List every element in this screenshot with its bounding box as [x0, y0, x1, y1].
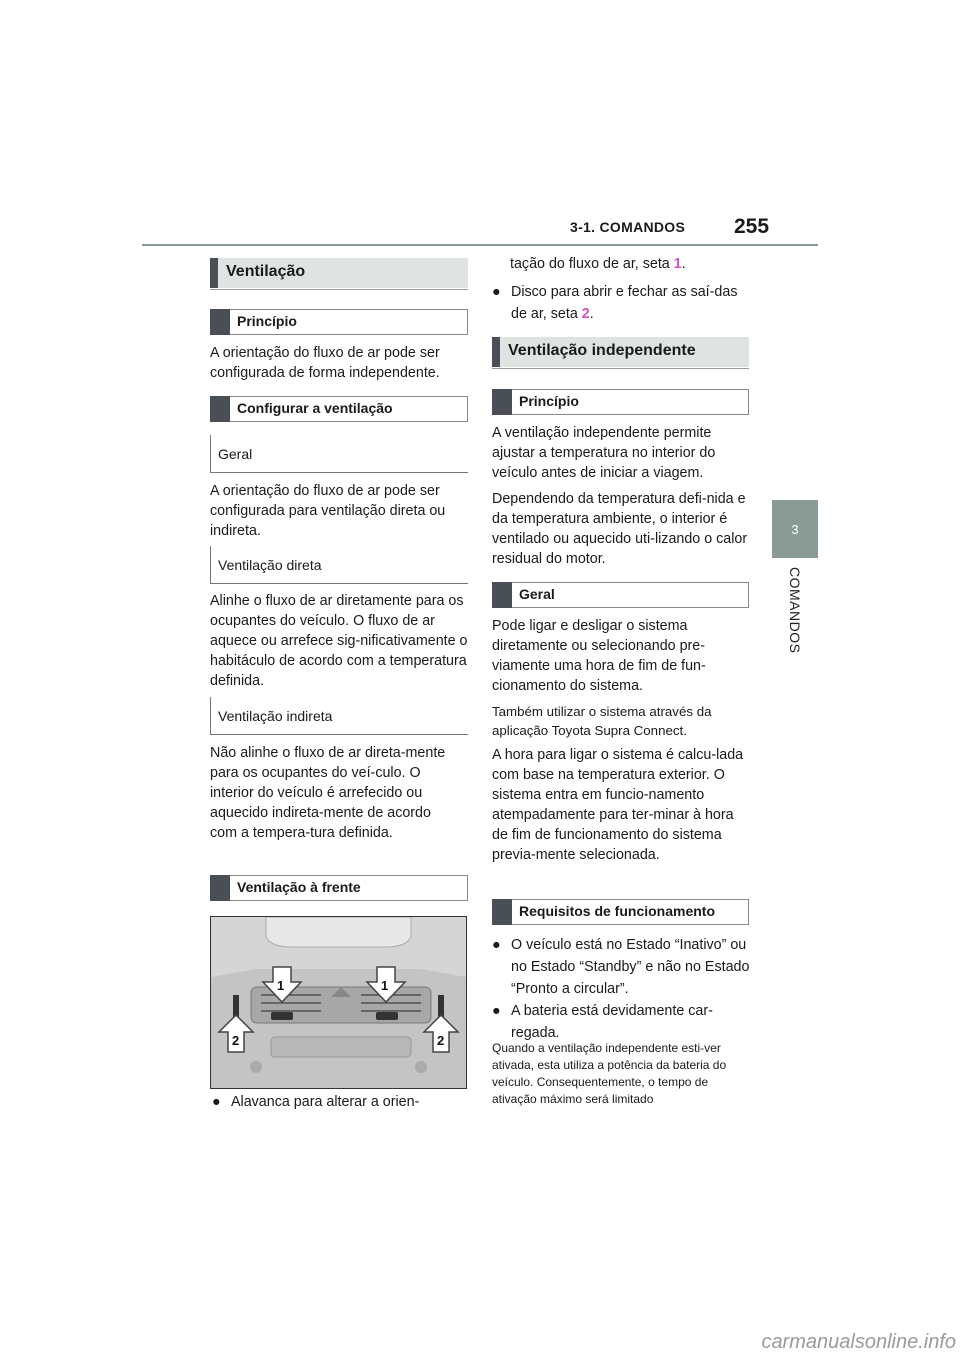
paragraph-dependendo: Dependendo da temperatura defi-nida e da temperatura ambiente, o interior é ventilado ou aquecido uti-lizando o calor residual do motor.	[492, 491, 748, 567]
heading-requisitos: Requisitos de funcionamento	[492, 899, 749, 925]
bullet-bateria: ● A bateria está devidamente car-regada.	[492, 1000, 754, 1044]
paragraph-nota: Quando a ventilação independente esti-ver ativada, esta utiliza a potência da bateria do veículo. Consequentemente, o tempo de ativação máximo será limitado	[492, 1041, 727, 1106]
figure-label-2b: 2	[437, 1033, 445, 1048]
paragraph-tambem: Também utilizar o sistema através da aplicação Toyota Supra Connect.	[492, 704, 712, 738]
paragraph-continuation: tação do fluxo de ar, seta 1.	[510, 256, 686, 272]
heading-frente: Ventilação à frente	[210, 875, 468, 901]
figure-label-1a: 1	[277, 978, 285, 993]
heading-principio-2: Princípio	[492, 389, 749, 415]
page-number: 255	[734, 215, 770, 238]
vent-figure	[210, 916, 467, 1089]
watermark: carmanualsonline.info	[761, 1331, 956, 1353]
figure-label-2a: 2	[232, 1033, 240, 1048]
chapter-number: 3	[791, 521, 799, 537]
paragraph-indireta: Não alinhe o fluxo de ar direta-mente para os ocupantes do veí-culo. O interior do veículo é arrefecido ou aquecido indireta-mente de acordo com a tempera-tura definida.	[210, 745, 446, 841]
heading-geral-2: Geral	[492, 582, 749, 608]
arrow-ref-1: 1	[673, 256, 682, 272]
heading-configurar: Configurar a ventilação	[210, 396, 468, 422]
bullet-dot: ●	[492, 937, 501, 953]
section-title: 3-1. COMANDOS	[570, 219, 686, 235]
paragraph-hora: A hora para ligar o sistema é calcu-lada com base na temperatura exterior. O sistema entra em funcio-namento atempadamente para ter-minar à hora de fim de funcionamento do sistema previa-mente selecionada.	[492, 747, 744, 863]
paragraph-geral: A orientação do fluxo de ar pode ser configurada para ventilação direta ou indireta.	[210, 483, 446, 539]
bullet-dot: ●	[492, 284, 501, 300]
dashboard-vents-illustration	[211, 917, 466, 1088]
paragraph-principio: A orientação do fluxo de ar pode ser configurada de forma independente.	[210, 345, 440, 381]
figure-label-1b: 1	[381, 978, 389, 993]
bullet-veiculo: ● O veículo está no Estado “Inativo” ou no Estado “Standby” e não no Estado “Pronto a circular”.	[492, 934, 754, 1000]
header-rule	[142, 244, 818, 246]
chapter-label: COMANDOS	[787, 567, 803, 654]
bullet-dot: ●	[212, 1094, 221, 1110]
chapter-tab	[772, 500, 818, 558]
bullet-alavanca: ● Alavanca para alterar a orien-	[212, 1091, 482, 1113]
paragraph-principio-2: A ventilação independente permite ajustar a temperatura no interior do veículo antes de iniciar a viagem.	[492, 425, 716, 481]
heading-direta: Ventilação direta	[210, 546, 468, 584]
paragraph-direta: Alinhe o fluxo de ar diretamente para os ocupantes do veículo. O fluxo de ar aquece ou arrefece sig-nificativamente o habitáculo de acordo com a temperatura definida.	[210, 593, 468, 689]
paragraph-geral-2: Pode ligar e desligar o sistema diretamente ou selecionando pre-viamente uma hora de fim de fun-cionamento do sistema.	[492, 618, 706, 694]
heading-geral: Geral	[210, 435, 468, 473]
heading-principio: Princípio	[210, 309, 468, 335]
bullet-disco: ● Disco para abrir e fechar as saí-das de ar, seta 2.	[492, 281, 750, 325]
heading-indireta: Ventilação indireta	[210, 697, 468, 735]
arrow-ref-2: 2	[581, 306, 590, 322]
bullet-dot: ●	[492, 1003, 501, 1019]
heading-ventilacao: Ventilação	[210, 258, 468, 288]
heading-independente: Ventilação independente	[492, 337, 749, 367]
